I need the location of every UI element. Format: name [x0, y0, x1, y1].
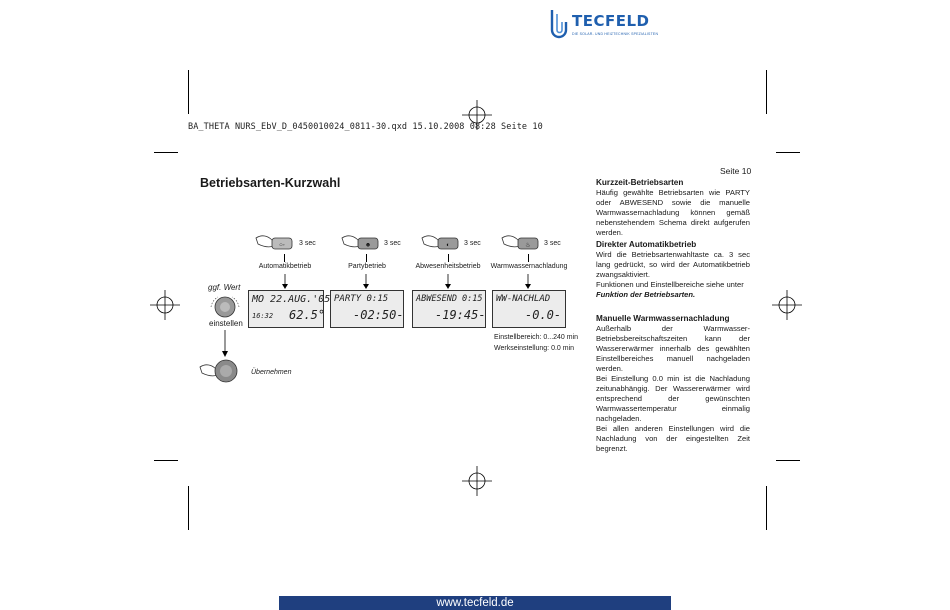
confirm-label: Übernehmen: [251, 369, 292, 376]
connector-line: [528, 254, 529, 262]
connector-line: [366, 254, 367, 262]
arrow-down-icon: [443, 274, 453, 290]
hold-duration-label: 3 sec: [544, 240, 561, 247]
section-paragraph: Wird die Betriebsartenwahltaste ca. 3 sec lang gedrückt, so wird der Automatikbetrieb zwangsaktiviert.: [596, 250, 750, 279]
file-header: BA_THETA NURS_EbV_D_0450010024_0811-30.qxd 15.10.2008 08:28 Seite 10: [188, 122, 543, 132]
registration-mark-bottom: [462, 466, 492, 496]
section-reference: Funktion der Betriebsarten.: [596, 290, 696, 299]
lcd-row-value: 62.5°: [289, 308, 326, 322]
lcd-display-hot-water: [492, 290, 566, 328]
confirm-knob-icon: [198, 357, 244, 385]
lcd-row-top: MO 22.AUG.'05: [252, 294, 331, 305]
knob-label-top: ggf. Wert: [208, 283, 241, 292]
connector-line: [448, 254, 449, 262]
section-heading: Direkter Automatikbetrieb: [596, 240, 697, 249]
footer-url[interactable]: www.tecfeld.de: [436, 597, 514, 609]
crop-mark: [154, 152, 178, 153]
lcd-row-value: -02:50-: [353, 308, 404, 322]
hold-duration-label: 3 sec: [299, 240, 316, 247]
crop-mark: [766, 486, 767, 530]
section-paragraph: Funktionen und Einstellbereiche siehe unter: [596, 280, 744, 289]
arrow-down-icon: [280, 274, 290, 290]
brand-name: TECFELD: [572, 12, 650, 30]
lcd-row-value: -19:45-: [435, 308, 486, 322]
crop-mark: [188, 486, 189, 530]
svg-text:◐: ◐: [446, 242, 450, 249]
crop-mark: [776, 152, 800, 153]
connector-line: [284, 254, 285, 262]
crop-mark: [776, 460, 800, 461]
registration-mark-right: [772, 290, 802, 320]
arrow-down-icon: [220, 330, 230, 358]
crop-mark: [154, 460, 178, 461]
hold-duration-label: 3 sec: [464, 240, 481, 247]
mode-caption-party: Partybetrieb: [348, 263, 386, 270]
section-paragraph: Außerhalb der Warmwasser-Betriebsbereitschaftszeiten kann der Wassererwärmer innerhalb des gewählten Einstellbereiches manuell nachgeladen werden.: [596, 324, 750, 373]
section-paragraph: Bei allen anderen Einstellungen wird die Nachladung von der eingestellten Zeit begrenzt.: [596, 424, 750, 453]
knob-label-bottom: einstellen: [209, 319, 243, 328]
svg-text:☻: ☻: [364, 242, 372, 249]
factory-setting-info: Werkseinstellung: 0.0 min: [494, 345, 575, 352]
section-paragraph: Häufig gewählte Betriebsarten wie PARTY oder ABWESEND sowie die manuelle Warmwassernachladung können gemäß nebenstehendem Schema direkt aufgerufen werden.: [596, 188, 750, 237]
hold-duration-label: 3 sec: [384, 240, 401, 247]
absence-mode-button-icon: [420, 232, 460, 254]
brand-tagline: DIE SOLAR- UND HEIZTECHNIK SPEZIALISTEN: [572, 32, 659, 36]
lcd-row-time: 16:32: [252, 312, 274, 320]
lcd-row-top: WW-NACHLAD: [496, 294, 551, 304]
registration-mark-left: [150, 290, 180, 320]
page-title: Betriebsarten-Kurzwahl: [200, 176, 341, 190]
crop-mark: [188, 70, 189, 114]
section-heading: Kurzzeit-Betriebsarten: [596, 178, 684, 187]
lcd-row-top: ABWESEND 0:15: [416, 294, 483, 304]
hot-water-button-icon: [500, 232, 540, 254]
mode-caption-hot-water: Warmwassernachladung: [490, 263, 568, 270]
mode-caption-absence: Abwesenheitsbetrieb: [415, 263, 481, 270]
rotary-knob-icon: [208, 294, 242, 320]
party-mode-button-icon: [340, 232, 380, 254]
section-paragraph: Bei Einstellung 0.0 min ist die Nachladung zeitunabhängig. Der Wassererwärmer wird entsprechend der gewünschten Warmwassertemperatur einmalig nachgeladen.: [596, 374, 750, 423]
lcd-display-absence: [412, 290, 486, 328]
page-number: Seite 10: [720, 166, 752, 176]
sidebar-text: [596, 176, 750, 454]
svg-text:♨: ♨: [525, 242, 531, 249]
section-heading: Manuelle Warmwassernachladung: [596, 314, 730, 323]
svg-text:○◦: ○◦: [279, 242, 285, 249]
lcd-display-party: [330, 290, 404, 328]
arrow-down-icon: [523, 274, 533, 290]
automatic-mode-button-icon: [254, 232, 294, 254]
lcd-row-value: -0.0-: [525, 308, 562, 322]
arrow-down-icon: [361, 274, 371, 290]
mode-caption-automatic: Automatikbetrieb: [258, 263, 312, 270]
lcd-display-automatic: [248, 290, 331, 328]
range-info: Einstellbereich: 0...240 min: [494, 334, 579, 341]
tecfeld-logo-icon: [546, 8, 570, 40]
crop-mark: [766, 70, 767, 114]
lcd-row-top: PARTY 0:15: [334, 294, 389, 304]
